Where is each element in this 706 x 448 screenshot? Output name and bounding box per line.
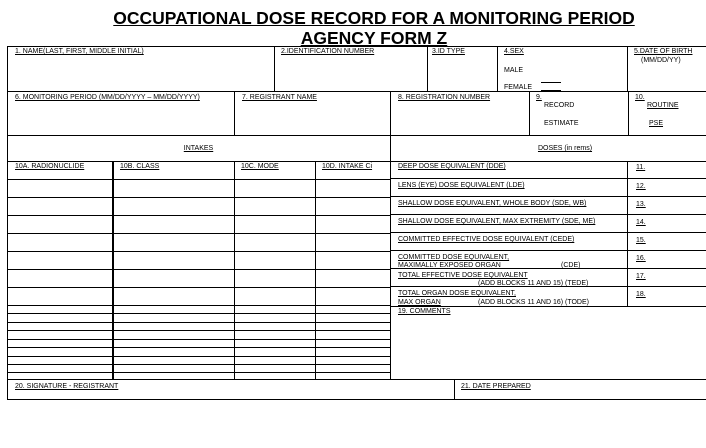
block-16-number: 16. bbox=[636, 255, 646, 262]
sde-wb-label: SHALLOW DOSE EQUIVALENT, WHOLE BODY (SDE, WB) bbox=[398, 200, 587, 207]
block-15-number: 15. bbox=[636, 237, 646, 244]
dob-field-label: 5.DATE OF BIRTH bbox=[634, 48, 693, 55]
estimate-option: ESTIMATE bbox=[544, 120, 579, 127]
sex-option-male: MALE bbox=[504, 67, 524, 74]
block-18-number: 18. bbox=[636, 291, 646, 298]
record-option: RECORD bbox=[544, 102, 575, 109]
block-14-number: 14. bbox=[636, 219, 646, 226]
sde-me-label: SHALLOW DOSE EQUIVALENT, MAX EXTREMITY (SDE, ME) bbox=[398, 218, 596, 225]
date-prepared-label: 21. DATE PREPARED bbox=[461, 383, 531, 390]
cde-abbrev: (CDE) bbox=[561, 262, 581, 269]
name-field-label: 1. NAME(LAST, FIRST, MIDDLE INITIAL) bbox=[15, 48, 144, 55]
intake-column-header: 10D. INTAKE Ci bbox=[322, 163, 373, 170]
cde-label-line2: MAXIMALLY EXPOSED ORGAN bbox=[398, 262, 501, 269]
doses-heading: DOSES (in rems) bbox=[537, 145, 593, 152]
comments-label: 19. COMMENTS bbox=[398, 308, 451, 315]
block-11-number: 11. bbox=[636, 164, 646, 171]
tede-label-line2: (ADD BLOCKS 11 AND 15) (TEDE) bbox=[478, 280, 589, 287]
form-title-line1: OCCUPATIONAL DOSE RECORD FOR A MONITORING PERIOD bbox=[113, 8, 635, 28]
form-title-line2: AGENCY FORM Z bbox=[300, 28, 448, 48]
box-9-label: 9. bbox=[536, 94, 542, 101]
mode-column-header: 10C. MODE bbox=[241, 163, 279, 170]
id-type-field-label: 3.ID TYPE bbox=[432, 48, 465, 55]
tode-label-line2: MAX ORGAN bbox=[398, 299, 441, 306]
monitoring-period-label: 6. MONITORING PERIOD (MM/DD/YYYY – MM/DD/YYYY) bbox=[15, 94, 200, 101]
tode-label-line3: (ADD BLOCKS 11 AND 16) (TODE) bbox=[478, 299, 589, 306]
lde-label: LENS (EYE) DOSE EQUIVALENT (LDE) bbox=[398, 182, 525, 189]
block-17-number: 17. bbox=[636, 273, 646, 280]
sex-option-female: FEMALE bbox=[504, 84, 533, 91]
id-number-field-label: 2.IDENTIFICATION NUMBER bbox=[281, 48, 375, 55]
radionuclide-column-header: 10A. RADIONUCLIDE bbox=[15, 163, 85, 170]
cde-label-line1: COMMITTED DOSE EQUIVALENT, bbox=[398, 254, 510, 261]
box-10-label: 10. bbox=[635, 94, 645, 101]
pse-option: PSE bbox=[649, 120, 664, 127]
dob-format-label: (MM/DD/YY) bbox=[641, 57, 681, 64]
dde-label: DEEP DOSE EQUIVALENT (DDE) bbox=[398, 163, 506, 170]
tode-label-line1: TOTAL ORGAN DOSE EQUIVALENT, bbox=[398, 290, 516, 297]
block-12-number: 12. bbox=[636, 183, 646, 190]
registrant-name-label: 7. REGISTRANT NAME bbox=[242, 94, 317, 101]
class-column-header: 10B. CLASS bbox=[120, 163, 160, 170]
signature-label: 20. SIGNATURE - REGISTRANT bbox=[15, 383, 119, 390]
intakes-heading: INTAKES bbox=[183, 145, 214, 152]
block-13-number: 13. bbox=[636, 201, 646, 208]
sex-field-label: 4.SEX bbox=[504, 48, 524, 55]
tede-label-line1: TOTAL EFFECTIVE DOSE EQUIVALENT bbox=[398, 272, 528, 279]
cede-label: COMMITTED EFFECTIVE DOSE EQUIVALENT (CEDE) bbox=[398, 236, 575, 243]
routine-option: ROUTINE bbox=[647, 102, 679, 109]
registration-number-label: 8. REGISTRATION NUMBER bbox=[398, 94, 491, 101]
